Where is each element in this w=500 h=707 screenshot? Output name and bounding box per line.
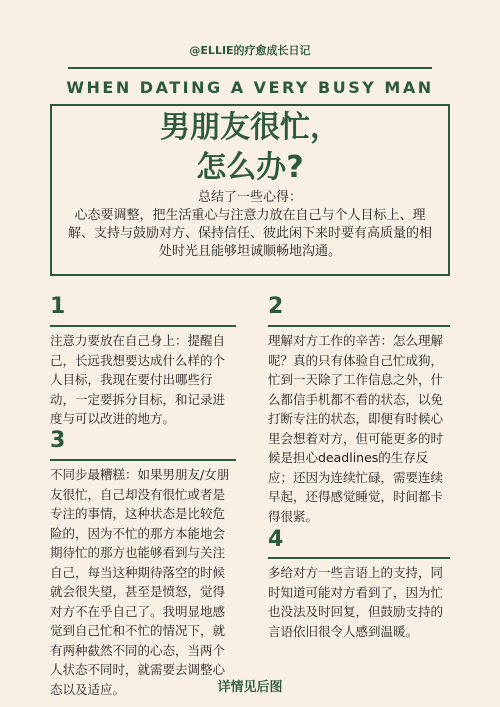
headline-line-2: 怎么办? — [196, 150, 304, 185]
section-3-text: 不同步最糟糕：如果男朋友/女朋友很忙，自己却没有很忙或者是专注的事情，这种状态是比较危险的，因为不忙的那方本能地会期待忙的那方也能够看到与关注自己，每当这种期待落空的时候就会很失望，甚至是愤怒，觉得对方不在乎自己了。我明显地感觉到自己忙和不忙的情况下，就有两种截然不同的心态，当两个人状态不同时，就需要去调整心态以及适应。 — [50, 467, 230, 697]
section-2-text: 理解对方工作的辛苦：怎么理解呢？真的只有体验自己忙成狗，忙到一天除了工作信息之外，什么都信手机都不看的状态，以免打断专注的状态，即便有时候心里会想着对方，但可能更多的时候是担心deadlines的生存反应；还因为连续忙碌，需要连续早起，还得感觉睡觉，时间都卡得很紧。 — [268, 333, 444, 524]
author-handle: @ELLIE的疗愈成长日记 — [189, 44, 311, 57]
footer-note: 详情见后图 — [217, 680, 283, 695]
section-2-rule — [268, 325, 450, 327]
summary-text — [62, 189, 438, 261]
section-1-number: 1 — [50, 294, 66, 319]
top-rule — [68, 67, 432, 69]
english-title: WHEN DATING A VERY BUSY MAN — [66, 78, 434, 97]
section-4-rule — [268, 557, 450, 559]
headline — [0, 108, 500, 188]
summary-body: 心态要调整，把生活重心与注意力放在自己与个人目标上、理解、支持与鼓励对方、保持信任、彼此闲下来时要有高质量的相处时光且能够坦诚顺畅地沟通。 — [67, 208, 432, 259]
section-4-text: 多给对方一些言语上的支持，同时知道可能对方看到了，因为忙也没法及时回复，但鼓励支持的言语依旧很令人感到温暖。 — [268, 565, 444, 639]
summary-heading: 总结了一些心得： — [197, 190, 302, 205]
headline-line-1: 男朋友很忙， — [160, 110, 340, 145]
section-2-number: 2 — [268, 294, 284, 319]
section-1-rule — [50, 325, 236, 327]
section-3-rule — [50, 459, 236, 461]
section-1-text: 注意力要放在自己身上：提醒自己，长远我想要达成什么样的个人目标，我现在要付出哪些行动，一定要拆分目标，和记录进度与可以改进的地方。 — [50, 333, 226, 426]
section-3-number: 3 — [50, 428, 66, 453]
section-4-number: 4 — [268, 527, 284, 552]
